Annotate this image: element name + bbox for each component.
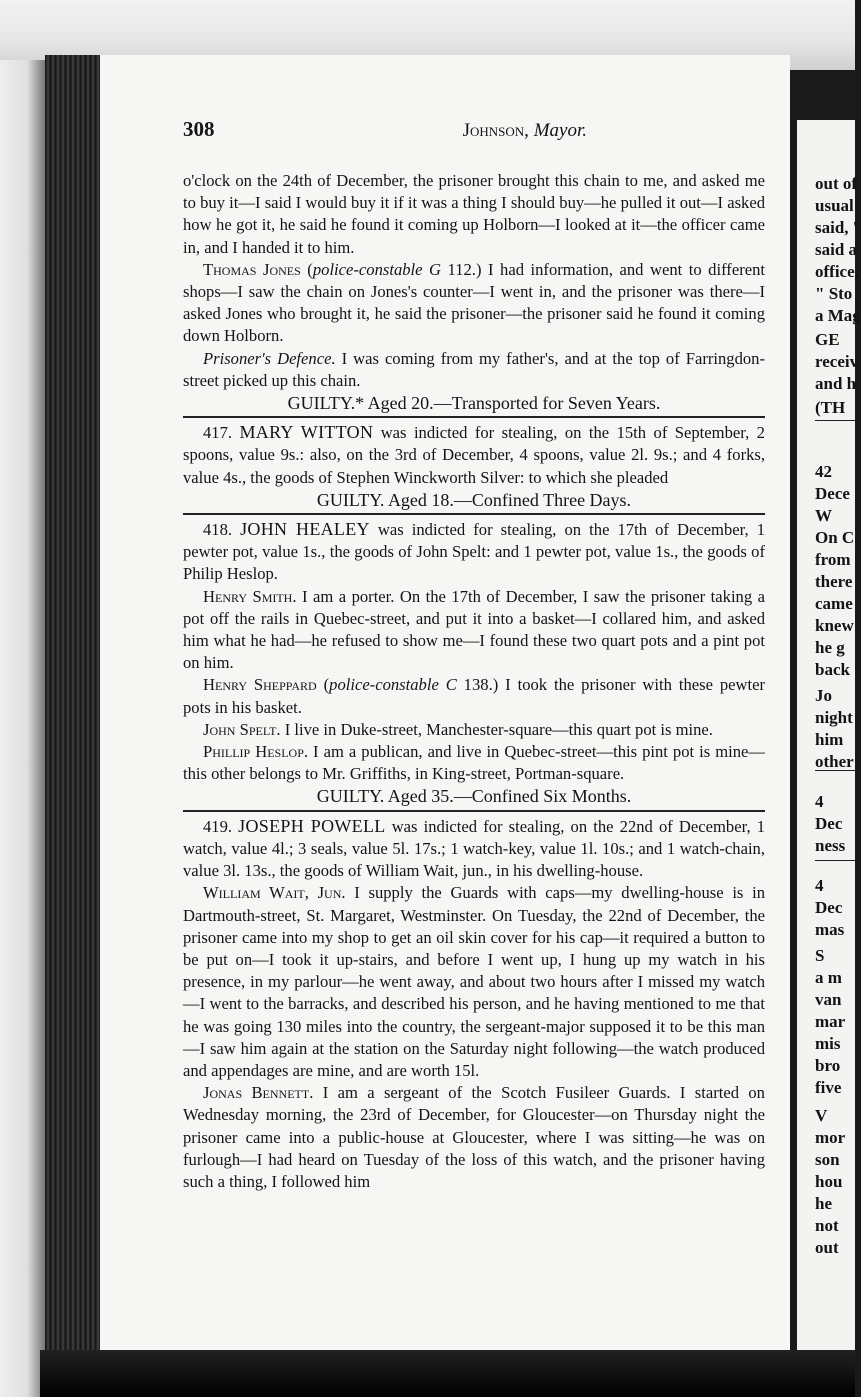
- testimony-paragraph: [183, 882, 765, 1082]
- right-page-fragment: office,: [815, 262, 859, 281]
- scan-bottom-shadow: [40, 1350, 855, 1397]
- right-page-fragment: night: [815, 708, 853, 727]
- right-page-fragment: (TH: [815, 398, 846, 417]
- indictment-text: was indicted for stealing, on the 15th of September, 2 spoons, value 9s.: also, on the 3rd of December, 4 spoons, value 2l. 9s.; and 4 forks, value 4s., the goods of Stephen Winckworth Silver: to which she pleaded: [183, 423, 765, 487]
- verdict: GUILTY.* Aged 20.—Transported for Seven Years.: [287, 393, 661, 414]
- speaker-name: Phillip Heslop.: [203, 742, 309, 762]
- badge-number: 138.): [456, 675, 499, 695]
- right-page-edge: [797, 120, 861, 1350]
- testimony-text: I am a sergeant of the Scotch Fusileer Guards. I started on Wednesday morning, the 23rd of December, for Gloucester—on Thursday night the prisoner came into a public-house at Gloucester, where I was sitting—he was on furlough—I had heard on Tuesday of the loss of this watch, and the prisoner having such a thing, I followed him: [183, 1083, 765, 1191]
- case-divider: [183, 810, 765, 812]
- speaker-name: John Spelt.: [203, 719, 281, 739]
- case-heading: [183, 518, 765, 586]
- right-page-fragment: 4: [815, 792, 824, 811]
- case-heading: [183, 815, 765, 883]
- verdict: GUILTY. Aged 18.—Confined Three Days.: [316, 489, 632, 510]
- right-page-fragment: Dece: [815, 484, 850, 503]
- case-divider: [183, 513, 765, 515]
- right-page-fragment: Jo: [815, 686, 832, 705]
- scan-left-margin: [0, 60, 45, 1397]
- defence-text: I was coming from my father's, and at the top of Farringdon-street picked up this chain.: [183, 348, 765, 390]
- right-page-fragment: not: [815, 1216, 839, 1235]
- right-page-fragment: ness: [815, 836, 846, 855]
- right-page-fragment: mas: [815, 920, 845, 939]
- speaker-name: Henry Smith.: [203, 586, 297, 606]
- right-page-divider: [815, 420, 855, 421]
- right-page-fragment: " Sto: [815, 284, 853, 303]
- right-page-fragment: hou: [815, 1172, 843, 1191]
- testimony-text: I am a publican, and live in Quebec-street—this pint pot is mine—this other belongs to Mr. Griffiths, in King-street, Portman-square.: [183, 742, 765, 784]
- right-page-fragment: V: [815, 1106, 828, 1125]
- right-page-fragment: On C: [815, 528, 855, 547]
- right-page-fragment: bro: [815, 1056, 841, 1075]
- defendant-name: MARY WITTON: [239, 422, 374, 443]
- case-number: 419.: [203, 816, 239, 836]
- right-page-divider: [815, 860, 855, 861]
- case-heading: [183, 421, 765, 489]
- speaker-role: police-constable C: [329, 675, 457, 695]
- running-head-title: Mayor.: [533, 120, 587, 141]
- right-page-fragment: GE: [815, 330, 840, 349]
- defendant-name: JOSEPH POWELL: [238, 815, 386, 836]
- right-page-fragment: him: [815, 730, 844, 749]
- testimony-text: I live in Duke-street, Manchester-square—this quart pot is mine.: [280, 719, 713, 739]
- right-page-fragment: from: [815, 550, 851, 569]
- right-page-fragment: van: [815, 990, 842, 1009]
- right-page-fragment: he g: [815, 638, 845, 657]
- testimony-paragraph: [183, 586, 765, 675]
- right-page-fragment: a Mag: [815, 306, 861, 325]
- right-page-fragment: came: [815, 594, 853, 613]
- right-page-fragment: Dec: [815, 814, 843, 833]
- book-gutter: [45, 55, 100, 1355]
- right-page-fragment: receiv: [815, 352, 859, 371]
- running-head: [463, 120, 587, 142]
- right-page-fragment: back: [815, 660, 850, 679]
- right-page-fragment: he: [815, 1194, 832, 1213]
- speaker-name: Henry Sheppard: [203, 675, 317, 695]
- speaker-role: police-constable G: [312, 259, 442, 279]
- defendant-name: JOHN HEALEY: [240, 519, 370, 540]
- right-page-fragment: a m: [815, 968, 842, 987]
- right-page-divider: [815, 770, 855, 771]
- case-number: 417.: [203, 423, 240, 443]
- right-page-fragment: 42: [815, 462, 832, 481]
- page-text: [183, 118, 765, 1193]
- right-page-fragment: other: [815, 752, 854, 771]
- running-header: [183, 118, 765, 170]
- testimony-paragraph: [183, 741, 765, 785]
- testimony-paragraph: [183, 719, 765, 741]
- testimony-text: I am a porter. On the 17th of December, I saw the prisoner taking a pot off the rails in Quebec-street, and put it into a basket—I collared him, and asked him what he had—he refused to show me—I found these two quart pots and a pint pot on him.: [183, 586, 765, 673]
- right-page-fragment: mis: [815, 1034, 841, 1053]
- running-head-name: Johnson,: [462, 120, 529, 141]
- right-page-fragment: out: [815, 1238, 839, 1257]
- defence-label: Prisoner's Defence.: [203, 348, 336, 368]
- right-page-fragment: out of: [815, 174, 858, 193]
- page-number: 308: [183, 117, 215, 141]
- right-page-fragment: W: [815, 506, 832, 525]
- testimony-paragraph: o'clock on the 24th of December, the prisoner brought this chain to me, and asked me to buy it—I said I would buy it if it was a thing I should buy—he pulled it out—I asked how he got it, he said he found it coming up Holborn—I looked at it—the officer came in, and I handed it to him.: [183, 171, 765, 257]
- right-page-fragment: said, ': [815, 218, 858, 237]
- right-page-fragment: said a: [815, 240, 858, 259]
- testimony-text: I had information, and went to different shops—I saw the chain on Jones's counter—I went in, and the prisoner was there—I asked Jones who brought it, he said the prisoner—the prisoner said he found it coming down Holborn.: [183, 259, 765, 346]
- right-page-fragment: mor: [815, 1128, 846, 1147]
- indictment-text: was indicted for stealing, on the 17th of December, 1 pewter pot, value 1s., the goods of John Spelt: and 1 pewter pot, value 1s., the goods of Philip Heslop.: [183, 520, 765, 584]
- right-page-fragment: mar: [815, 1012, 846, 1031]
- right-page-fragment: 4: [815, 876, 824, 895]
- right-page-fragment: Dec: [815, 898, 843, 917]
- case-number: 418.: [203, 520, 241, 540]
- right-page-fragment: usual: [815, 196, 854, 215]
- right-page-fragment: son: [815, 1150, 840, 1169]
- speaker-name: William Wait, Jun.: [203, 883, 346, 903]
- testimony-text: I took the prisoner with these pewter pots in his basket.: [183, 675, 765, 717]
- right-page-fragment: five: [815, 1078, 842, 1097]
- speaker-name: Jonas Bennett.: [203, 1083, 314, 1103]
- testimony-paragraph: Henry Sheppard (police-constable C 138.) I took the prisoner with these pewter pots in his basket.: [183, 675, 765, 717]
- speaker-name: Thomas Jones: [203, 259, 301, 279]
- testimony-text: I supply the Guards with caps—my dwelling-house is in Dartmouth-street, St. Margaret, Westminster. On Tuesday, the 22nd of December, the prisoner came into my shop to get an oil skin cover for his cap—it required a button to be put on—I took it up-stairs, and before I went up, I hung up my watch in his presence, in my parlour—he went away, and about two hours after I missed my watch—I went to the barracks, and described his person, and he having mentioned to me that he was going 130 miles into the country, the sergeant-major supposed it to be this man—I saw him again at the station on the Saturday night following—the watch produced and appendages are mine, and are worth 15l.: [183, 883, 766, 1080]
- verdict: GUILTY. Aged 35.—Confined Six Months.: [316, 786, 632, 807]
- right-page-fragment: knew: [815, 616, 854, 635]
- right-page-fragment: there: [815, 572, 853, 591]
- testimony-paragraph: Thomas Jones (police-constable G 112.) I had information, and went to different shops—I saw the chain on Jones's counter—I went in, and the prisoner was there—I asked Jones who brought it, he said the prisoner—the prisoner said he found it coming down Holborn.: [183, 259, 765, 346]
- indictment-text: was indicted for stealing, on the 22nd of December, 1 watch, value 4l.; 3 seals, value 5l. 17s.; 1 watch-key, value 1l. 10s.; and 1 watch-chain, value 3l. 13s., the goods of William Wait, jun., in his dwelling-house.: [183, 816, 766, 881]
- right-page-fragment: and h: [815, 374, 857, 393]
- testimony-paragraph: [183, 1082, 765, 1193]
- defence-paragraph: [183, 348, 765, 392]
- badge-number: 112.): [441, 259, 482, 279]
- case-divider: [183, 416, 765, 418]
- right-page-fragment: S: [815, 946, 825, 965]
